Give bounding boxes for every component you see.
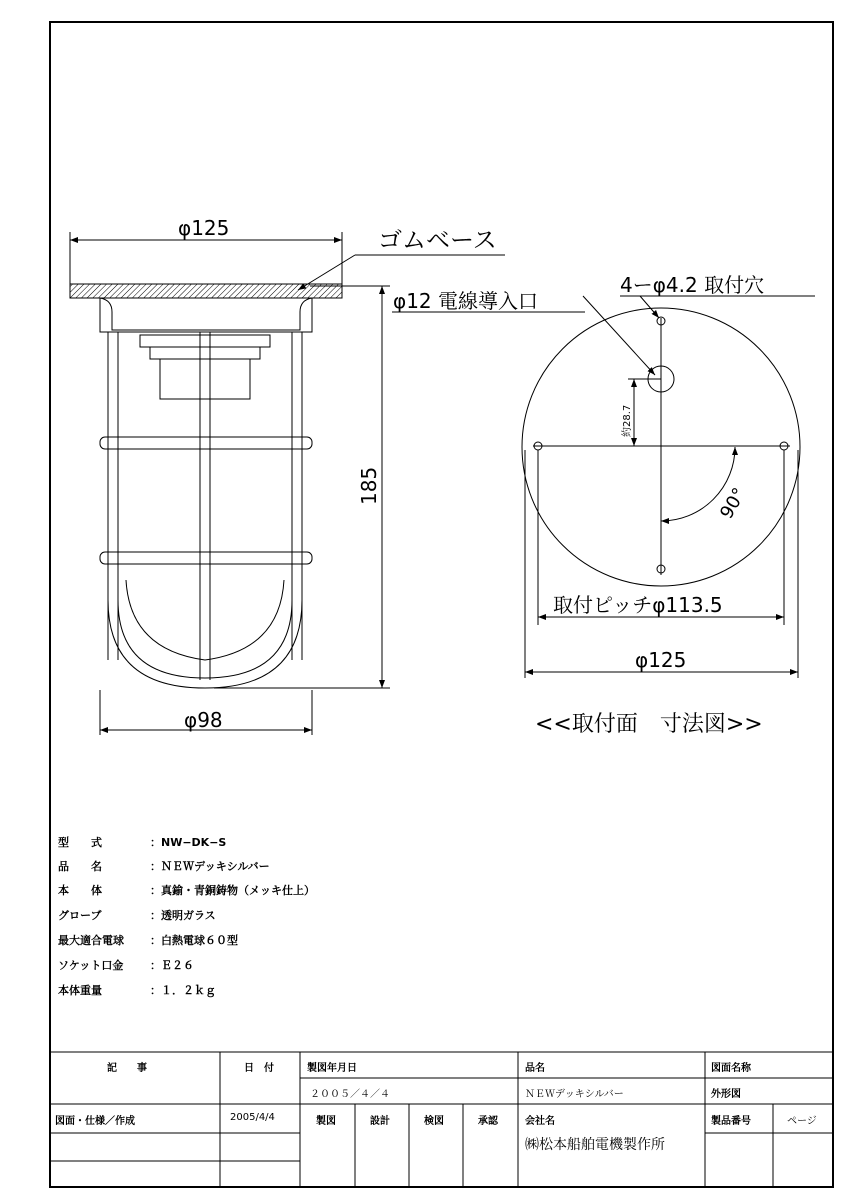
spec-key: 本 体 bbox=[58, 884, 102, 897]
product-value: ＮＥＷデッキシルバー bbox=[525, 1089, 624, 1100]
spec-row-name bbox=[58, 858, 270, 874]
spec-value: ：白熱電球６０型 bbox=[150, 934, 238, 947]
mount-holes-label: 4ーφ4.2 取付穴 bbox=[620, 273, 765, 297]
company-value: ㈱松本船舶電機製作所 bbox=[525, 1137, 665, 1153]
height-label: 185 bbox=[357, 466, 381, 505]
angle-label: 90° bbox=[716, 484, 751, 523]
date-value: ２００５／４／４ bbox=[310, 1089, 390, 1100]
product-no-label: 製品番号 bbox=[711, 1116, 751, 1127]
top-diameter-label: φ125 bbox=[178, 216, 230, 240]
spec-value: ：ＮＥＷデッキシルバー bbox=[150, 860, 270, 873]
spec-row-bulb bbox=[58, 932, 238, 948]
face-diameter-label: φ125 bbox=[635, 648, 687, 672]
spec-value: ：１．２ｋｇ bbox=[150, 984, 216, 997]
hizuke-header: 日 付 bbox=[244, 1063, 274, 1074]
spec-row-body bbox=[58, 882, 315, 898]
face-view bbox=[392, 296, 815, 678]
drawing-name-label: 図面名称 bbox=[711, 1063, 751, 1074]
spec-value: ：真鍮・青銅鋳物（メッキ仕上） bbox=[150, 884, 315, 897]
bottom-diameter-label: φ98 bbox=[184, 708, 223, 732]
spec-key: 型 式 bbox=[58, 836, 102, 849]
spec-row-globe bbox=[58, 907, 216, 923]
spec-row-weight bbox=[58, 982, 216, 998]
shonin-header: 承認 bbox=[478, 1116, 498, 1127]
date-label: 製図年月日 bbox=[307, 1063, 357, 1074]
company-label: 会社名 bbox=[525, 1116, 555, 1127]
spec-key: グローブ bbox=[58, 909, 102, 922]
spec-key: 品 名 bbox=[58, 860, 102, 873]
kenzu-header: 検図 bbox=[424, 1116, 444, 1127]
spec-value: ：透明ガラス bbox=[150, 909, 216, 922]
row-label: 図面・仕様／作成 bbox=[55, 1116, 135, 1127]
spec-key: ソケット口金 bbox=[58, 959, 124, 972]
sekkei-header: 設計 bbox=[370, 1116, 390, 1127]
pitch-label: 取付ピッチφ113.5 bbox=[553, 593, 723, 617]
face-caption: <<取付面 寸法図>> bbox=[535, 712, 763, 737]
spec-key: 本体重量 bbox=[58, 984, 102, 997]
spec-value: ：NW−DK−S bbox=[150, 836, 227, 849]
offset-label: 約28.7 bbox=[622, 404, 633, 437]
spec-value: ：Ｅ２６ bbox=[150, 959, 194, 972]
inlet-label: φ12 電線導入口 bbox=[393, 289, 538, 313]
seizu-header: 製図 bbox=[316, 1116, 336, 1127]
spec-row-socket bbox=[58, 957, 194, 973]
spec-row-model bbox=[58, 834, 226, 850]
kiji-header: 記 事 bbox=[107, 1063, 147, 1074]
product-label: 品名 bbox=[525, 1063, 545, 1074]
page-label: ページ bbox=[787, 1116, 817, 1127]
row-date: 2005/4/4 bbox=[230, 1112, 275, 1123]
spec-key: 最大適合電球 bbox=[58, 934, 124, 947]
rubber-base-label: ゴムベース bbox=[378, 226, 497, 254]
drawing-name-value: 外形図 bbox=[711, 1089, 741, 1100]
